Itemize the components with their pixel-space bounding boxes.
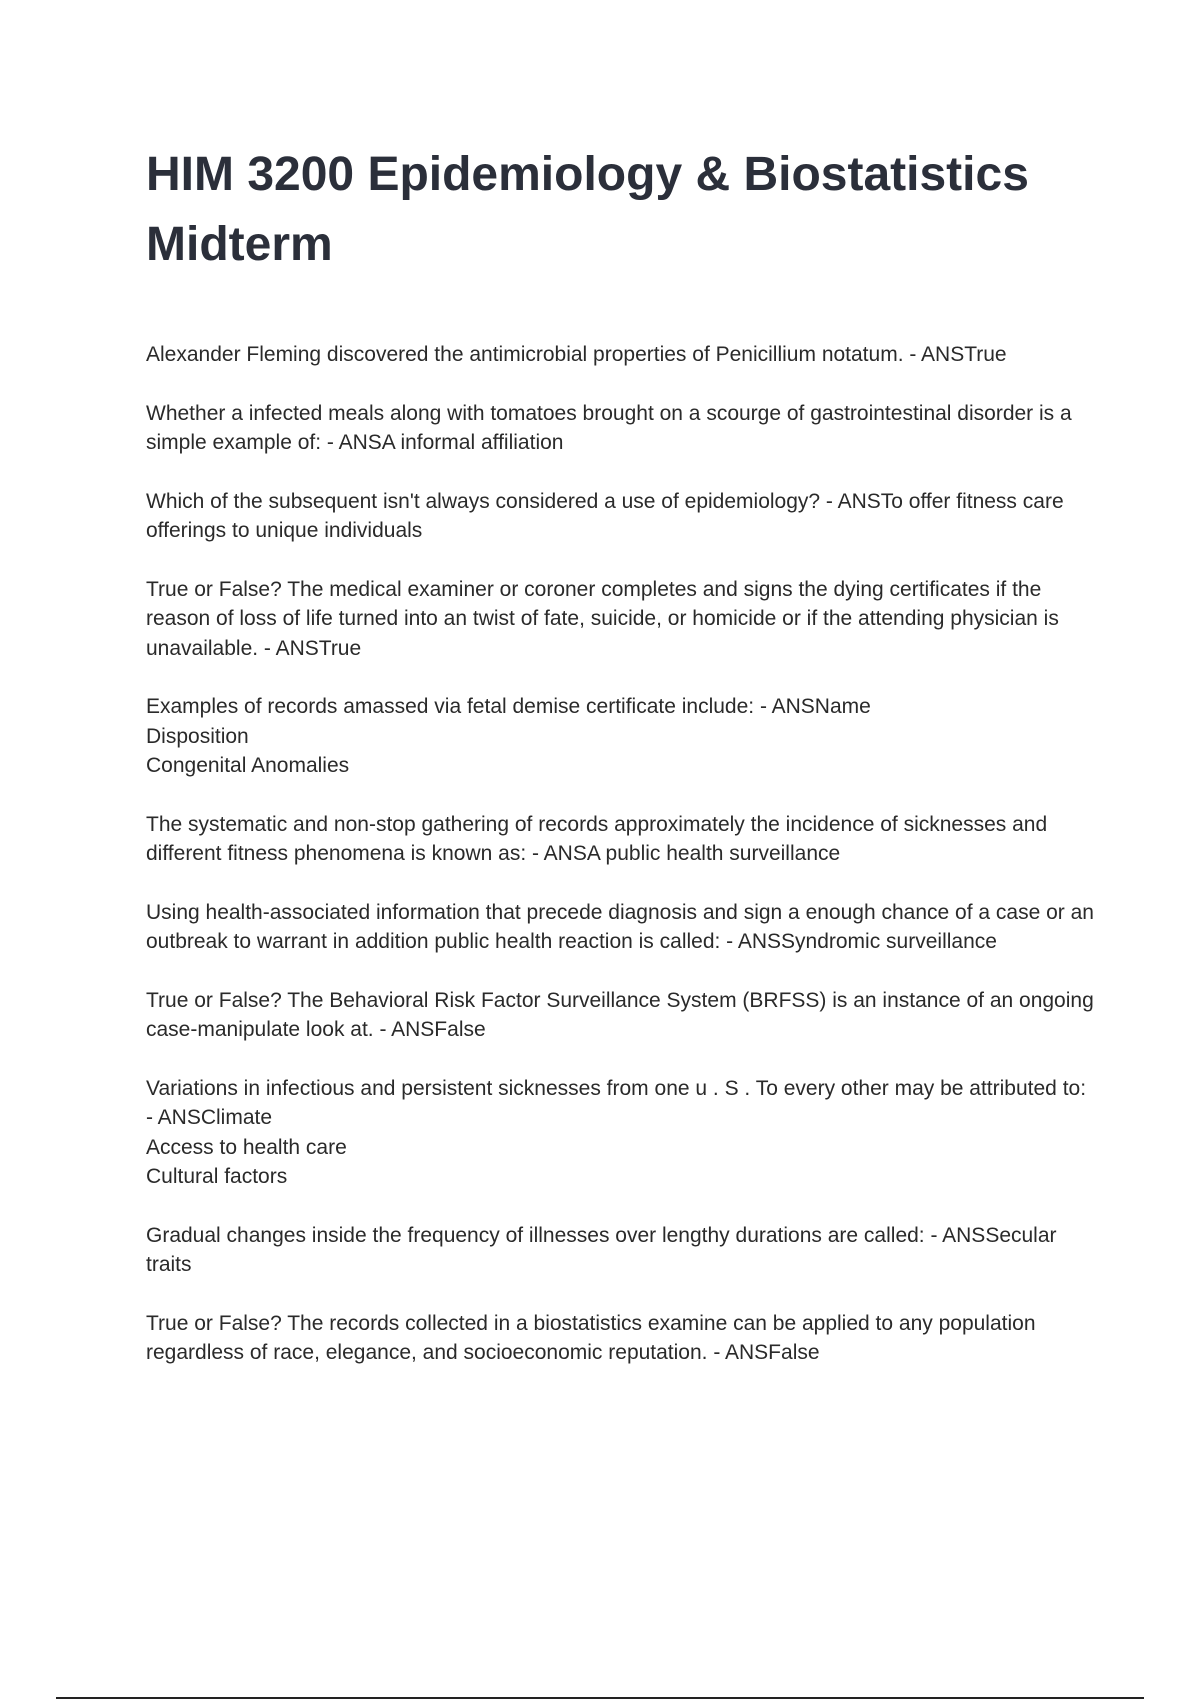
- qa-list: [146, 340, 1096, 1397]
- qa-item: True or False? The records collected in a biostatistics examine can be applied to any population regardless of race, elegance, and socioeconomic reputation. - ANSFalse: [146, 1311, 1036, 1364]
- qa-item: Gradual changes inside the frequency of illnesses over lengthy durations are called: - ANSSecular traits: [146, 1223, 1057, 1276]
- qa-item: Variations in infectious and persistent sicknesses from one u . S . To every other may be attributed to: - ANSClimate Access to health care Cultural factors: [146, 1076, 1087, 1188]
- qa-item: The systematic and non-stop gathering of records approximately the incidence of sicknesses and different fitness phenomena is known as: - ANSA public health surveillance: [146, 812, 1048, 865]
- qa-item: Using health-associated information that precede diagnosis and sign a enough chance of a case or an outbreak to warrant in addition public health reaction is called: - ANSSyndromic surveillance: [146, 900, 1094, 953]
- qa-item: Whether a infected meals along with tomatoes brought on a scourge of gastrointestinal disorder is a simple example of: - ANSA informal affiliation: [146, 401, 1072, 454]
- qa-item: Examples of records amassed via fetal demise certificate include: - ANSName Disposition Congenital Anomalies: [146, 695, 871, 777]
- qa-item: Alexander Fleming discovered the antimicrobial properties of Penicillium notatum. - ANSTrue: [146, 343, 1007, 366]
- document-title: HIM 3200 Epidemiology & Biostatistics Midterm: [146, 148, 1029, 271]
- qa-item: True or False? The medical examiner or coroner completes and signs the dying certificates if the reason of loss of life turned into an twist of fate, suicide, or homicide or if the attending physician is unavailable. - ANSTrue: [146, 577, 1059, 660]
- qa-item: True or False? The Behavioral Risk Factor Surveillance System (BRFSS) is an instance of an ongoing case-manipulate look at. - ANSFalse: [146, 988, 1094, 1041]
- footer-rule: [56, 1697, 1144, 1699]
- qa-item: Which of the subsequent isn't always considered a use of epidemiology? - ANSTo offer fitness care offerings to unique individuals: [146, 489, 1064, 542]
